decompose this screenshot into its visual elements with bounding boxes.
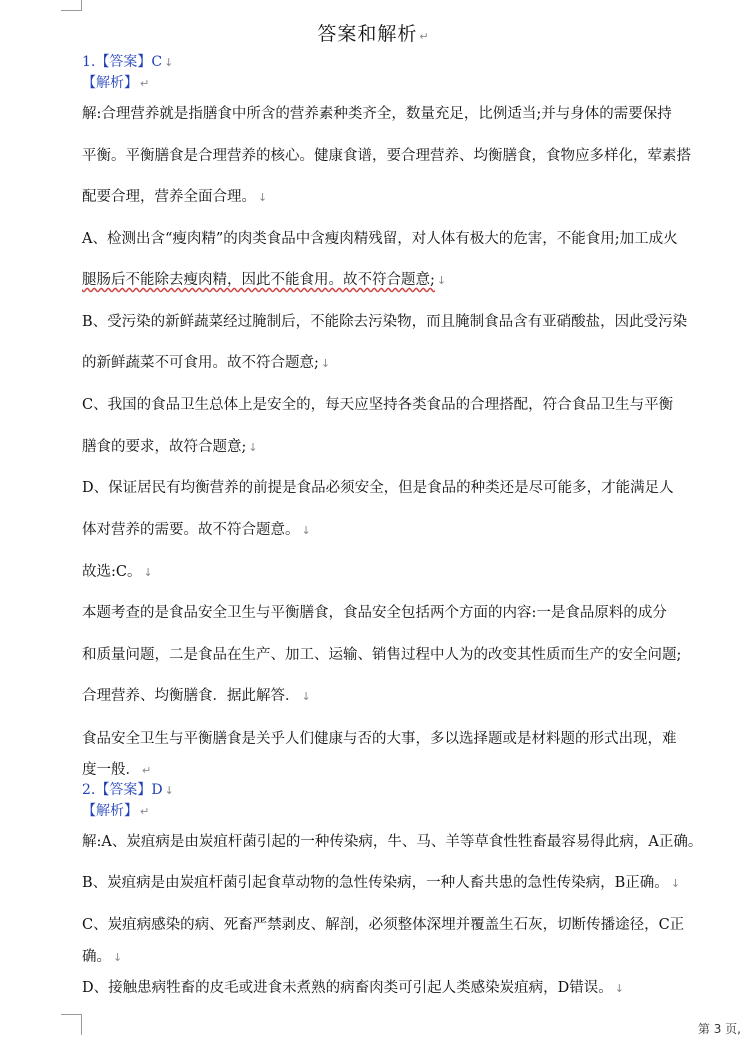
paragraph-line: 的新鲜蔬菜不可食用。故不符合题意; ↓ <box>82 355 331 371</box>
paragraph-line: 解:合理营养就是指膳食中所含的营养素种类齐全，数量充足，比例适当;并与身体的需要保持 <box>82 106 672 122</box>
paragraph-line: 膳食的要求，故符合题意; ↓ <box>82 439 258 455</box>
paragraph-line: 食品安全卫生与平衡膳食是关乎人们健康与否的大事，多以选择题或是材料题的形式出现，难 <box>82 731 677 747</box>
paragraph-line: 配要合理，营养全面合理。 ↓ <box>82 189 268 205</box>
paragraph-line: D、接触患病牲畜的皮毛或进食未煮熟的病畜肉类可引起人类感染炭疽病，D错误。 ↓ <box>82 980 624 996</box>
page-title: 答案和解析 ↵ <box>317 23 430 45</box>
page-corner-mark <box>61 0 82 11</box>
answer-line: 2.【答案】D ↓ <box>82 782 174 798</box>
analysis-label: 【解析】 ↵ <box>82 75 150 91</box>
paragraph-line: B、炭疽病是由炭疽杆菌引起食草动物的急性传染病，一种人畜共患的急性传染病，B正确。 ↓ <box>82 875 681 891</box>
paragraph-line: 平衡。平衡膳食是合理营养的核心。健康食谱，要合理营养、均衡膳食，食物应多样化，荤素搭 <box>82 148 691 164</box>
paragraph-line: 合理营养、均衡膳食．据此解答． ↓ <box>82 688 311 704</box>
paragraph-line: 腿肠后不能除去瘦肉精，因此不能食用。故不符合题意; ↓ <box>82 272 447 288</box>
paragraph-line: 度一般． ↵ <box>82 762 152 778</box>
paragraph-line: 解:A、炭疽病是由炭疽杆菌引起的一种传染病，牛、马、羊等草食性牲畜最容易得此病，A正确。 <box>82 834 703 850</box>
paragraph-line: A、检测出含“瘦肉精”的肉类食品中含瘦肉精残留，对人体有极大的危害，不能食用;加工成火 <box>82 231 678 247</box>
paragraph-line: C、炭疽病感染的病、死畜严禁剥皮、解剖，必须整体深埋并覆盖生石灰，切断传播途径，C正 <box>82 917 685 933</box>
paragraph-line: 和质量问题，二是食品在生产、加工、运输、销售过程中人为的改变其性质而生产的安全问题; <box>82 647 682 663</box>
paragraph-line: 确。 ↓ <box>82 949 123 965</box>
paragraph-line: C、我国的食品卫生总体上是安全的，每天应坚持各类食品的合理搭配，符合食品卫生与平衡 <box>82 397 674 413</box>
page-number: 第 3 页, <box>697 1022 741 1036</box>
paragraph-line: 故选:C。 ↓ <box>82 564 153 580</box>
paragraph-line: 本题考查的是食品安全卫生与平衡膳食，食品安全包括两个方面的内容:一是食品原料的成分 <box>82 605 667 621</box>
paragraph-line: 体对营养的需要。故不符合题意。 ↓ <box>82 522 311 538</box>
paragraph-line: D、保证居民有均衡营养的前提是食品必须安全，但是食品的种类还是尽可能多，才能满足人 <box>82 480 674 496</box>
answer-line: 1.【答案】C ↓ <box>82 54 174 70</box>
analysis-label: 【解析】 ↵ <box>82 803 150 819</box>
paragraph-line: B、受污染的新鲜蔬菜经过腌制后，不能除去污染物，而且腌制食品含有亚硝酸盐，因此受污染 <box>82 314 688 330</box>
page-corner-mark <box>61 1014 82 1035</box>
